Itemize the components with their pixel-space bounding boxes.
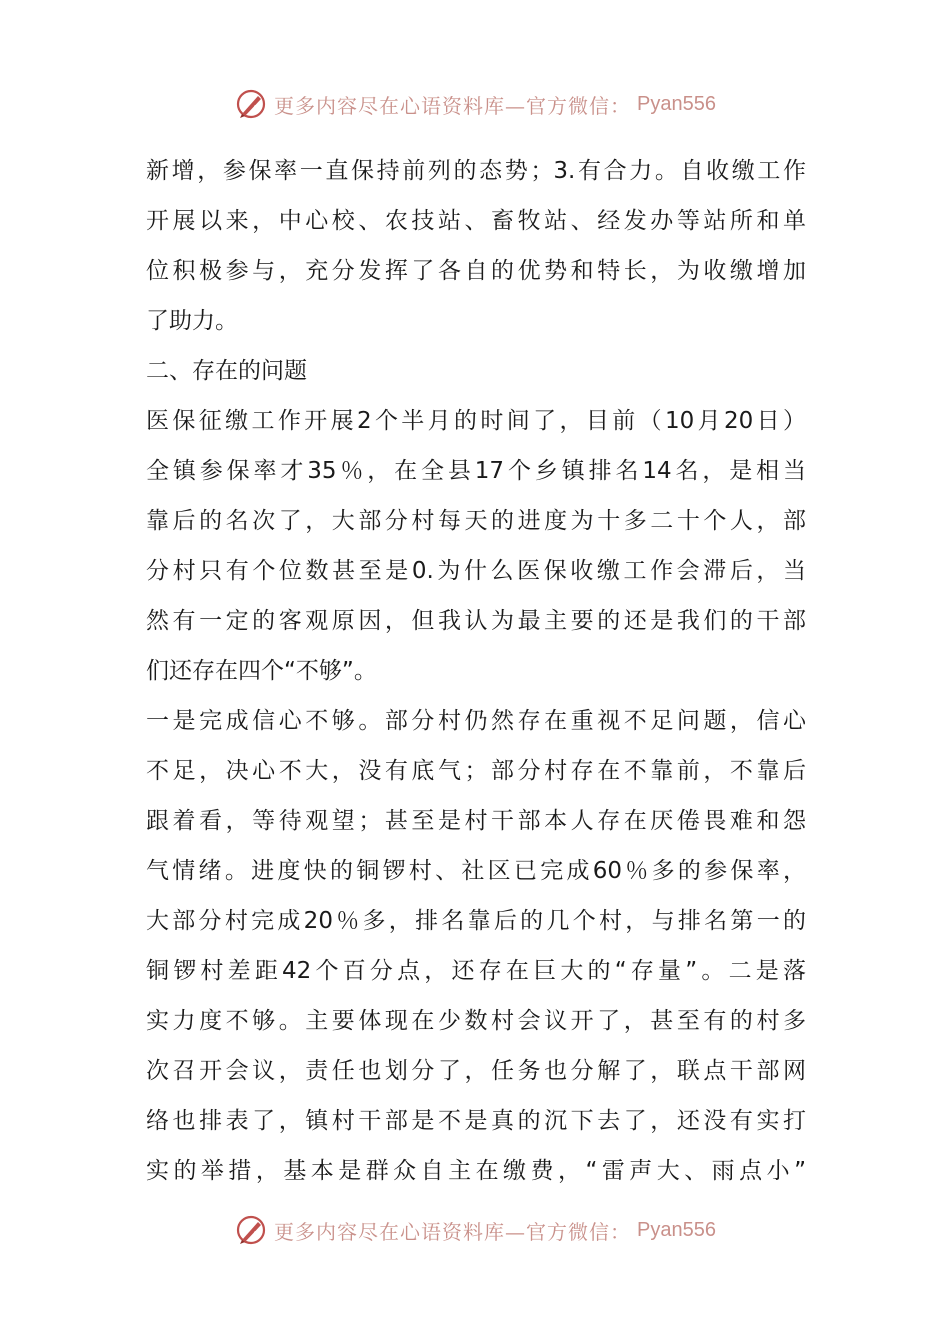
- text-line: 了助力。: [146, 308, 238, 334]
- text-line: 们还存在四个“不够”。: [146, 658, 377, 684]
- banner-text: 更多内容尽在心语资料库—官方微信：: [274, 93, 632, 118]
- text-line: 分村只有个位数甚至是0.为什么医保收缴工作会滞后，当: [146, 558, 806, 584]
- footer-watermark-banner: [0, 1210, 950, 1250]
- text-line: 然有一定的客观原因，但我认为最主要的还是我们的干部: [146, 608, 806, 634]
- text-line: 不足，决心不大，没有底气；部分村存在不靠前，不靠后: [146, 758, 806, 784]
- text-line: 气情绪。进度快的铜锣村、社区已完成60％多的参保率，: [146, 858, 806, 884]
- text-line: 一是完成信心不够。部分村仍然存在重视不足问题，信心: [146, 708, 806, 734]
- banner-wechat-id: Pyan556: [637, 92, 716, 115]
- text-line: 次召开会议，责任也划分了，任务也分解了，联点干部网: [146, 1058, 806, 1084]
- text-line: 开展以来，中心校、农技站、畜牧站、经发办等站所和单: [146, 208, 806, 234]
- text-line: 大部分村完成20％多，排名靠后的几个村，与排名第一的: [146, 908, 806, 934]
- text-line: 新增，参保率一直保持前列的态势；3.有合力。自收缴工作: [146, 158, 806, 184]
- body-text: [146, 146, 806, 1196]
- section-heading: 二、存在的问题: [146, 358, 307, 384]
- text-line: 靠后的名次了，大部分村每天的进度为十多二十个人，部: [146, 508, 806, 534]
- text-line: 全镇参保率才35％，在全县17个乡镇排名14名，是相当: [146, 458, 806, 484]
- text-line: 实的举措，基本是群众自主在缴费，“雷声大、雨点小”: [146, 1158, 806, 1184]
- text-line: 络也排表了，镇村干部是不是真的沉下去了，还没有实打: [146, 1108, 806, 1134]
- pen-logo-icon: [234, 87, 268, 121]
- banner-wechat-id: Pyan556: [637, 1218, 716, 1241]
- header-watermark-banner: [0, 84, 950, 124]
- text-line: 位积极参与，充分发挥了各自的优势和特长，为收缴增加: [146, 258, 806, 284]
- text-line: 实力度不够。主要体现在少数村会议开了，甚至有的村多: [146, 1008, 806, 1034]
- pen-logo-icon: [234, 1213, 268, 1247]
- text-line: 医保征缴工作开展2个半月的时间了，目前（10月20日）: [146, 408, 806, 434]
- text-line: 铜锣村差距42个百分点，还存在巨大的“存量”。二是落: [146, 958, 806, 984]
- text-line: 跟着看，等待观望；甚至是村干部本人存在厌倦畏难和怨: [146, 808, 806, 834]
- banner-text: 更多内容尽在心语资料库—官方微信：: [274, 1219, 632, 1244]
